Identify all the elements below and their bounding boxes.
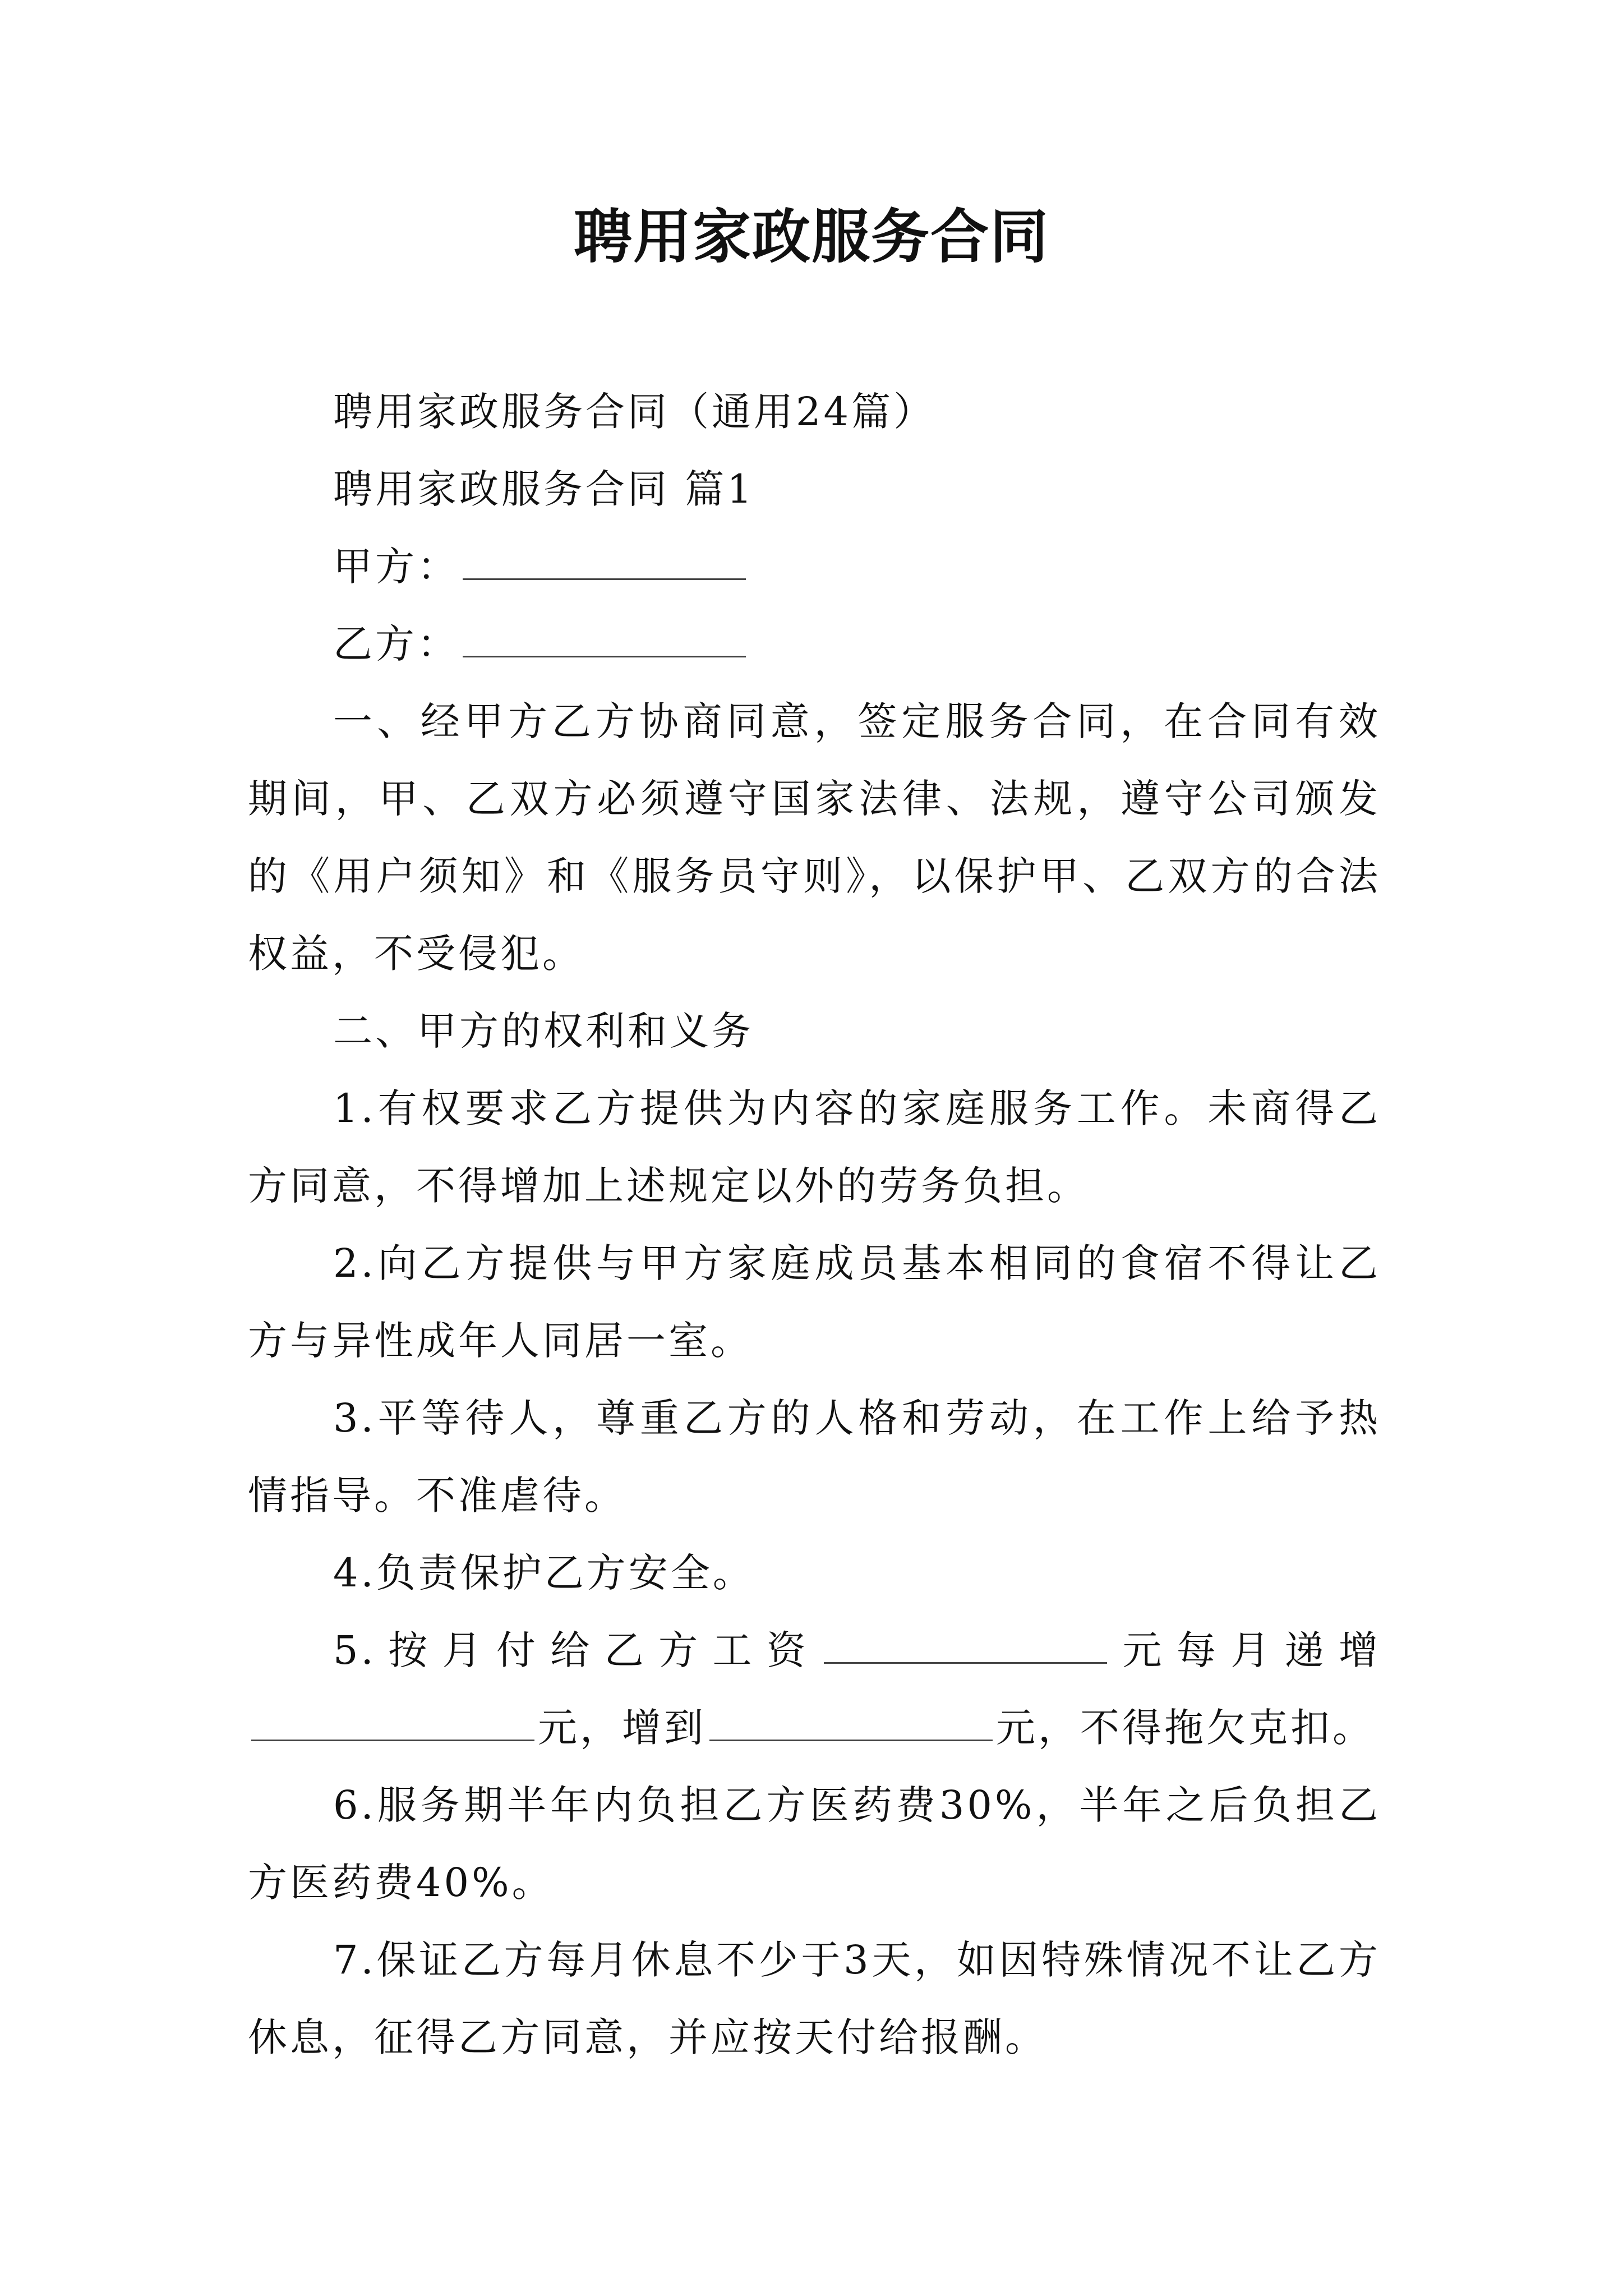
document-title: 聘用家政服务合同 <box>573 202 1049 271</box>
party-a-label: 甲方： <box>333 544 459 590</box>
document-body <box>248 373 1381 2076</box>
party-b-line <box>248 605 1381 683</box>
salary-blank <box>824 1660 1107 1664</box>
subtitle: 聘用家政服务合同（通用24篇） <box>333 389 936 435</box>
increment-blank <box>251 1737 534 1741</box>
party-a-blank <box>463 576 746 580</box>
item-5 <box>248 1612 1381 1766</box>
item-5-part1: 5.按月付给乙方工资 <box>333 1627 821 1673</box>
item-5-part4: 元，不得拖欠克扣。 <box>996 1705 1375 1751</box>
party-a-line <box>248 528 1381 605</box>
clause-1: 一、经甲方乙方协商同意，签定服务合同，在合同有效期间，甲、乙双方必须遵守国家法律、法规，遵守公司颁发的《用户须知》和《服务员守则》，以保护甲、乙双方的合法权益，不受侵犯。 <box>248 698 1381 977</box>
max-salary-blank <box>709 1737 993 1741</box>
item-6: 6.服务期半年内负担乙方医药费30%，半年之后负担乙方医药费40%。 <box>248 1782 1381 1906</box>
clause-2-heading: 二、甲方的权利和义务 <box>333 1008 754 1054</box>
item-5-part2: 元每月递增 <box>1110 1627 1381 1673</box>
item-5-part3: 元，增到 <box>538 1705 706 1751</box>
item-4: 4.负责保护乙方安全。 <box>333 1550 755 1596</box>
item-1: 1.有权要求乙方提供为内容的家庭服务工作。未商得乙方同意，不得增加上述规定以外的劳务负担。 <box>248 1085 1381 1209</box>
party-b-label: 乙方： <box>333 621 459 667</box>
item-7: 7.保证乙方每月休息不少于3天，如因特殊情况不让乙方休息，征得乙方同意，并应按天付给报酬。 <box>248 1937 1381 2060</box>
item-3: 3.平等待人，尊重乙方的人格和劳动，在工作上给予热情指导。不准虐待。 <box>248 1395 1381 1519</box>
party-b-blank <box>463 654 746 657</box>
section-heading: 聘用家政服务合同 篇1 <box>333 466 755 512</box>
item-2: 2.向乙方提供与甲方家庭成员基本相同的食宿不得让乙方与异性成年人同居一室。 <box>248 1240 1381 1364</box>
